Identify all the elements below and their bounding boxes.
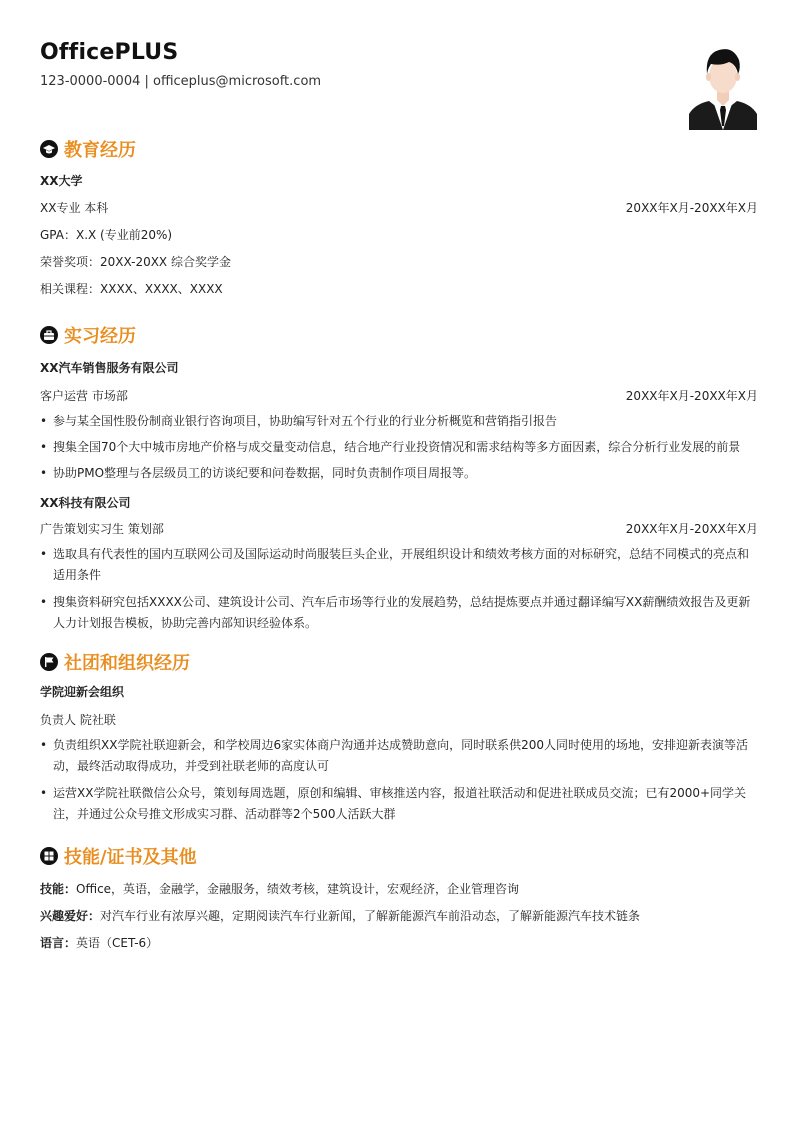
flag-icon (40, 653, 58, 671)
job-2-bullet-1: • 选取具有代表性的国内互联网公司及国际运动时尚服装巨头企业，开展组织设计和绩效考核方面的对标研究，总结不同模式的亮点和适用条件 (40, 544, 758, 586)
education-title: 教育经历 (64, 140, 136, 161)
internship-title: 实习经历 (64, 326, 136, 347)
job-2-bullet-2: • 搜集资料研究包括XXXX公司、建筑设计公司、汽车后市场等行业的发展趋势，总结提炼要点并通过翻译编写XX薪酬绩效报告及更新人力计划报告模板，协助完善内部知识经验体系。 (40, 592, 758, 634)
club-org: 学院迎新会组织 (40, 685, 125, 699)
briefcase-icon (40, 326, 58, 344)
skills-label: 技能： (40, 882, 77, 896)
skills-row (40, 880, 519, 897)
job-1-date: 20XX年X月-20XX年X月 (625, 389, 758, 403)
profile-photo (689, 40, 757, 130)
internship-section-header (40, 322, 136, 348)
job-2-company: XX科技有限公司 (40, 496, 131, 510)
candidate-name: OfficePLUS (40, 40, 179, 65)
education-school: XX大学 (40, 174, 83, 188)
education-courses: 相关课程：XXXX、XXXX、XXXX (40, 282, 223, 296)
language-label: 语言： (40, 936, 77, 950)
contact-info: 123-0000-0004 | officeplus@microsoft.com (40, 74, 322, 89)
job-1-bullet-2: • 搜集全国70个大中城市房地产价格与成交量变动信息，结合地产行业投资情况和需求结构等多方面因素，综合分析行业发展的前景 (40, 437, 758, 458)
club-bullet-1: • 负责组织XX学院社联迎新会，和学校周边6家实体商户沟通并达成赞助意向，同时联系供200人同时使用的场地，安排迎新表演等活动，最终活动取得成功，并受到社联老师的高度认可 (40, 735, 758, 777)
job-1-role: 客户运营 市场部 (40, 389, 128, 403)
language-row (40, 934, 158, 951)
education-major: XX专业 本科 (40, 201, 109, 215)
skills-section-header (40, 843, 197, 869)
interests-label: 兴趣爱好： (40, 909, 101, 923)
job-2-date: 20XX年X月-20XX年X月 (625, 522, 758, 536)
skills-title: 技能/证书及其他 (64, 847, 197, 868)
graduation-cap-icon (40, 140, 58, 158)
education-date: 20XX年X月-20XX年X月 (625, 201, 758, 215)
grid-icon (40, 847, 58, 865)
education-honors: 荣誉奖项：20XX-20XX 综合奖学金 (40, 255, 231, 269)
language-value: 英语（CET-6） (76, 936, 159, 950)
job-2-role: 广告策划实习生 策划部 (40, 522, 164, 536)
club-role: 负责人 院社联 (40, 713, 116, 727)
job-1-bullet-3: • 协助PMO整理与各层级员工的访谈纪要和问卷数据，同时负责制作项目周报等。 (40, 463, 758, 484)
interests-value: 对汽车行业有浓厚兴趣，定期阅读汽车行业新闻，了解新能源汽车前沿动态，了解新能源汽车技术链条 (100, 909, 641, 923)
education-section-header (40, 136, 136, 162)
skills-value: Office，英语，金融学，金融服务，绩效考核，建筑设计，宏观经济，企业管理咨询 (76, 882, 520, 896)
job-1-company: XX汽车销售服务有限公司 (40, 361, 179, 375)
education-gpa: GPA：X.X (专业前20%) (40, 228, 173, 242)
club-section-header (40, 649, 190, 675)
club-bullet-2: • 运营XX学院社联微信公众号，策划每周选题，原创和编辑、审核推送内容，报道社联活动和促进社联成员交流；已有2000+同学关注，并通过公众号推文形成实习群、活动群等2个500人活跃大群 (40, 783, 758, 825)
club-title: 社团和组织经历 (64, 653, 190, 674)
interests-row (40, 907, 640, 924)
job-1-bullet-1: • 参与某全国性股份制商业银行咨询项目，协助编写针对五个行业的行业分析概览和营销指引报告 (40, 411, 758, 432)
